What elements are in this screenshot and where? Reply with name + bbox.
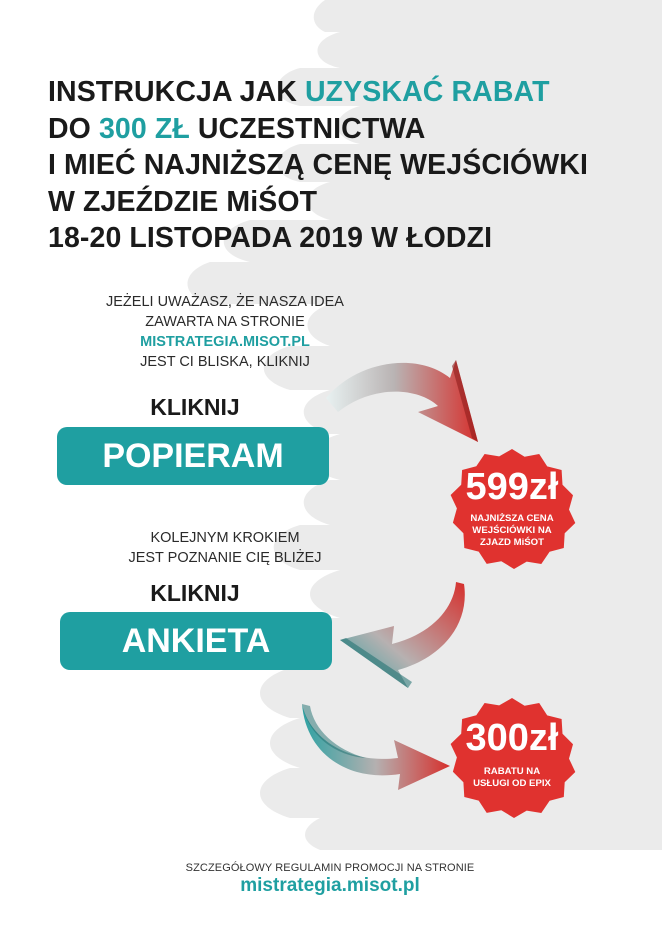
headline-accent-discount: UZYSKAĆ RABAT: [304, 76, 550, 108]
discount-300-caption: RABATU NA USŁUGI OD EPIX: [473, 766, 551, 789]
ankieta-button[interactable]: ANKIETA: [60, 612, 332, 670]
headline-line-2: DO 300 ZŁ UCZESTNICTWA: [48, 112, 426, 145]
step1-description: JEŻELI UWAŻASZ, ŻE NASZA IDEA ZAWARTA NA STRONIE MISTRATEGIA.MISOT.PL JEST CI BLISKA, KLIKNIJ: [60, 292, 390, 372]
footer: [150, 862, 510, 897]
headline-line-5: 18-20 LISTOPADA 2019 W ŁODZI: [48, 222, 493, 254]
price-599-caption: NAJNIŻSZA CENA WEJŚCIÓWKI NA ZJAZD MiŚOT: [470, 513, 554, 548]
step2-kliknij-label: KLIKNIJ: [150, 580, 240, 606]
footer-note: SZCZEGÓŁOWY REGULAMIN PROMOCJI NA STRONIE: [185, 862, 475, 874]
step1-kliknij-label: KLIKNIJ: [150, 394, 240, 420]
arrow-to-price-badge-icon: [318, 352, 488, 452]
step2-description: KOLEJNYM KROKIEM JEST POZNANIE CIĘ BLIŻEJ: [128, 530, 322, 566]
headline-line-1: INSTRUKCJA JAK UZYSKAĆ RABAT: [48, 76, 550, 108]
headline: [48, 74, 648, 257]
price-599: 599zł: [465, 466, 559, 508]
headline-line-4: W ZJEŹDZIE MiŚOT: [48, 185, 318, 218]
price-badge-599: [444, 445, 580, 581]
popieram-button[interactable]: POPIERAM: [57, 427, 329, 485]
headline-line-3: I MIEĆ NAJNIŻSZĄ CENĘ WEJŚCIÓWKI: [48, 149, 588, 181]
footer-url-link[interactable]: mistrategia.misot.pl: [240, 875, 420, 896]
headline-accent-amount: 300 ZŁ: [98, 112, 190, 145]
seal-badge-shape-icon: [444, 694, 580, 830]
discount-badge-300: [444, 694, 580, 830]
discount-300: 300zł: [465, 717, 559, 759]
arrow-to-discount-badge-icon: [296, 700, 456, 792]
step1-site-link[interactable]: MISTRATEGIA.MISOT.PL: [140, 334, 310, 350]
arrow-to-ankieta-icon: [336, 578, 476, 693]
